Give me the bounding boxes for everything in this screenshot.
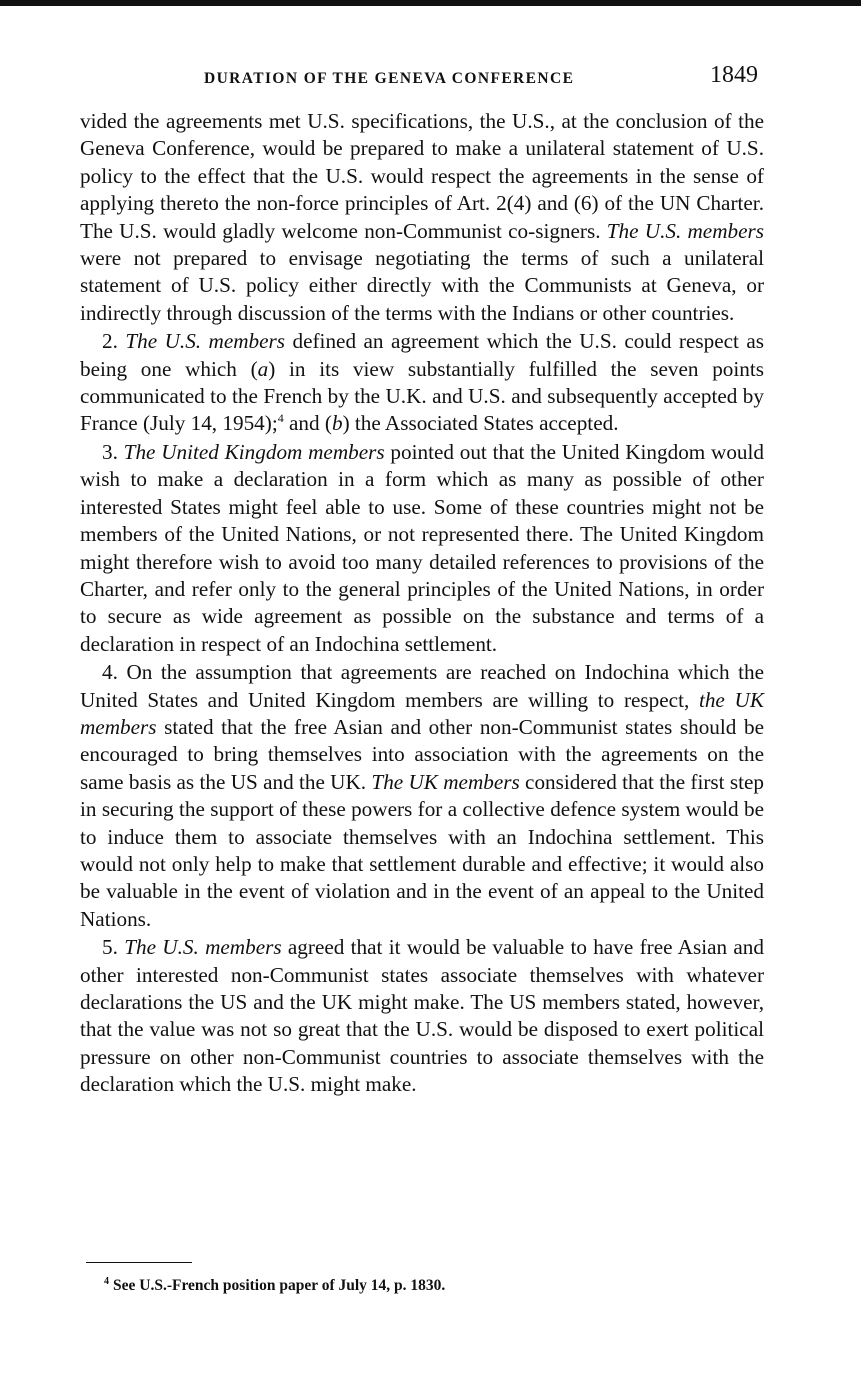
paragraph-continuation (80, 108, 764, 327)
italic-text-segment: The U.S. members (124, 935, 282, 960)
page-number: 1849 (710, 62, 758, 88)
text-segment: considered that the first step in securing the support of these powers for a collective defence system would be to induce them to associate themselves with an Indochina settlement. This would not only help to make that settlement durable and effective; it would also be valuable in the event of violation and in the event of an appeal to the United Nations. (80, 769, 764, 931)
footnote (104, 1276, 764, 1296)
paragraph-3 (80, 439, 764, 658)
footnote-marker: 4 (104, 1275, 109, 1287)
paragraph-5 (80, 934, 764, 1098)
running-title: DURATION OF THE GENEVA CONFERENCE (204, 70, 575, 87)
text-segment: vided the agreements met U.S. specifications, the U.S., at the conclusion of the Geneva Conference, would be prepared to make a unilateral statement of U.S. policy to the effect that the U.S. would respect the agreements in the sense of applying thereto the non-force principles of Art. 2(4) and (6) of the UN Charter. The U.S. would gladly welcome non-Communist co-signers. (80, 109, 764, 243)
text-segment: 5. (102, 935, 125, 960)
paragraph-2 (80, 328, 764, 438)
text-segment: pointed out that the United Kingdom would wish to make a declaration in a form which as many as possible of other interested States might feel able to use. Some of these countries might not be members of the United Nations, or not represented there. The United Kingdom might therefore wish to avoid too many detailed references to provisions of the Charter, and refer only to the general principles of the United Nations, in order to secure as wide agreement as possible on the substance and terms of a declaration in respect of an Indochina settlement. (80, 439, 765, 656)
text-segment: stated that the free Asian and other non-Communist states should be encouraged to bring themselves into association with the agreements on the same basis as the US and the UK. (80, 714, 764, 794)
italic-text-segment: a (257, 356, 269, 381)
top-border-rule (0, 0, 861, 6)
footnote-text: See U.S.-French position paper of July 14, p. 1830. (113, 1277, 446, 1294)
text-segment: 2. (102, 329, 126, 354)
footnote-rule (86, 1262, 192, 1263)
text-segment: and ( (283, 411, 332, 436)
italic-text-segment: b (331, 411, 343, 436)
italic-text-segment: The U.S. members (125, 329, 286, 354)
text-segment: ) the Associated States accepted. (342, 411, 619, 436)
paragraph-4 (80, 659, 764, 933)
text-segment: 4. On the assumption that agreements are reached on Indochina which the United States and United Kingdom members are willing to respect, (80, 660, 764, 712)
italic-text-segment: The UK members (371, 769, 520, 794)
footnote-reference: 4 (277, 411, 284, 426)
running-head (80, 62, 764, 96)
text-segment: agreed that it would be valuable to have free Asian and other interested non-Communist states associate themselves with whatever declarations the US and the UK might make. The US members stated, however, that the value was not so great that the U.S. would be disposed to exert political pressure on other non-Communist countries to associate themselves with the declaration which the U.S. might make. (80, 935, 764, 1097)
italic-text-segment: The United Kingdom members (123, 439, 385, 464)
text-segment: 3. (102, 439, 124, 464)
text-segment: defined an agreement which the U.S. could respect as being one which ( (80, 329, 765, 381)
text-segment: were not prepared to envisage negotiating the terms of such a unilateral statement of U.S. policy either directly with the Communists at Geneva, or indirectly through discussion of the terms with the Indians or other countries. (80, 246, 764, 325)
text-segment: ) in its view substantially fulfilled the seven points communicated to the French by the U.K. and U.S. and subsequently accepted by France (July 14, 1954); (80, 356, 764, 436)
italic-text-segment: The U.S. members (606, 218, 764, 243)
italic-text-segment: the UK members (80, 687, 764, 739)
body-text (80, 108, 764, 1099)
